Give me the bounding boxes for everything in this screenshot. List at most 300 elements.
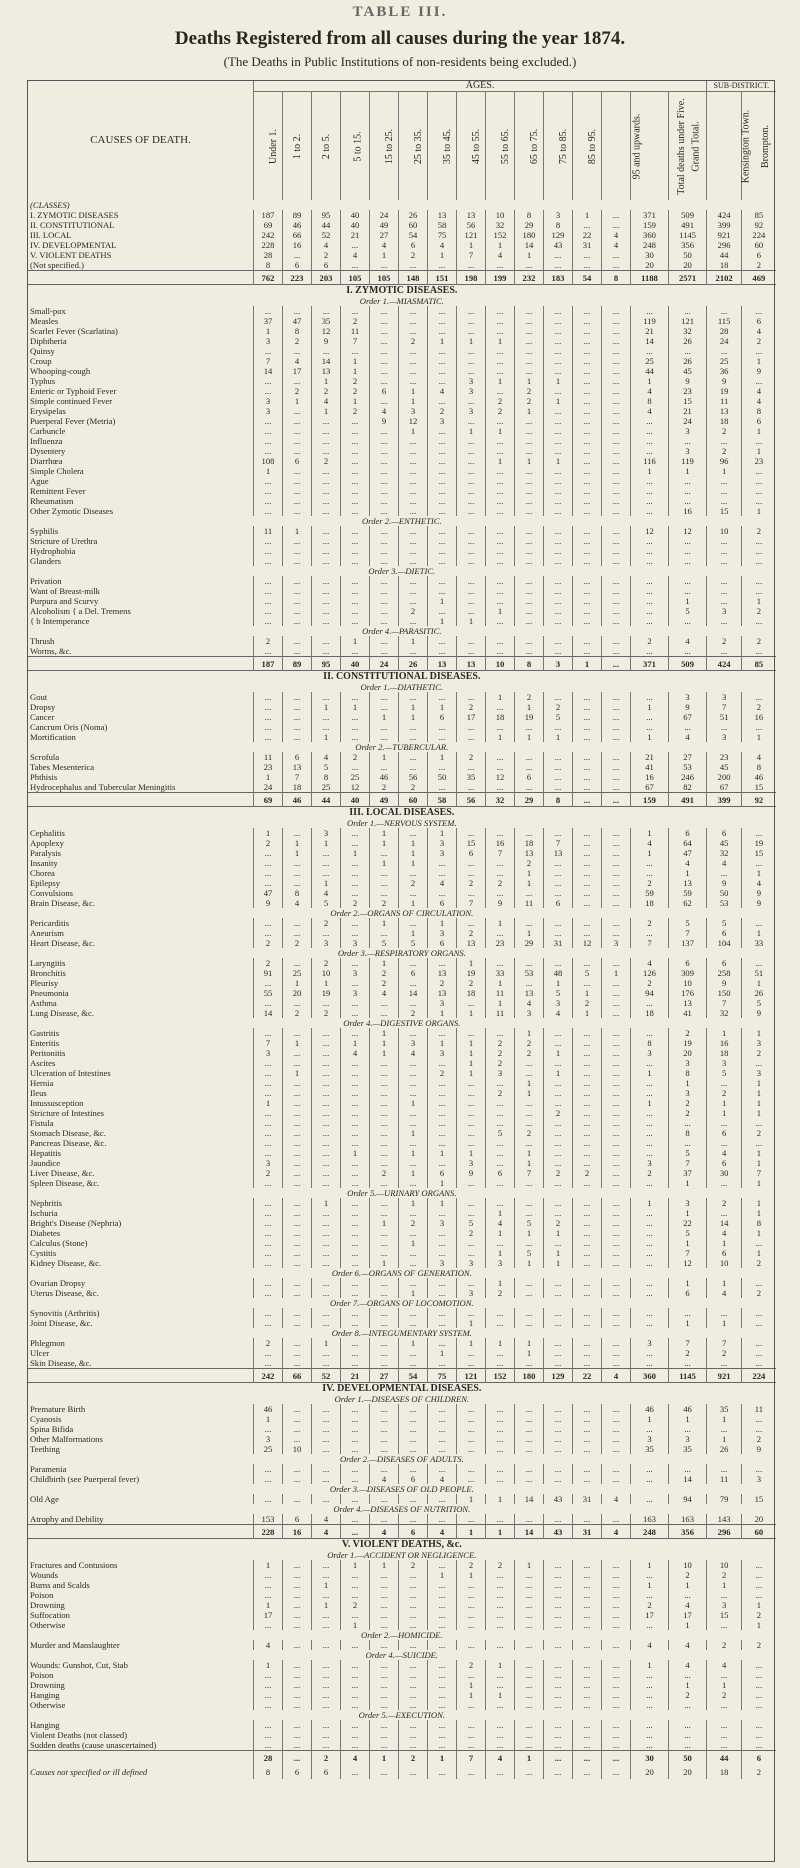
value-cell: ... (573, 1138, 602, 1148)
value-cell: 3 (254, 336, 283, 346)
column-header (312, 92, 341, 201)
value-cell: 6 (312, 1765, 341, 1779)
value-cell: ... (254, 1424, 283, 1434)
value-cell: 1 (707, 1680, 742, 1690)
value-cell: 33 (742, 938, 776, 948)
value-cell: 7 (457, 250, 486, 260)
value-cell: ... (283, 1158, 312, 1168)
value-cell: ... (254, 1620, 283, 1630)
value-cell: 26 (707, 1444, 742, 1454)
value-cell: 137 (669, 938, 707, 948)
value-cell: ... (283, 1348, 312, 1358)
value-cell: ... (254, 496, 283, 506)
value-cell: ... (544, 1730, 573, 1740)
value-cell: ... (602, 326, 631, 336)
value-cell: 2 (631, 1600, 669, 1610)
order-heading (28, 682, 776, 692)
value-cell: ... (486, 1118, 515, 1128)
value-cell: 11 (486, 988, 515, 998)
value-cell: ... (283, 506, 312, 516)
value-cell: ... (370, 1088, 399, 1098)
value-cell: 2 (254, 938, 283, 948)
value-cell: 8 (669, 1068, 707, 1078)
value-cell: ... (515, 1068, 544, 1078)
value-cell: 1 (486, 998, 515, 1008)
cause-cell: Croup (28, 356, 254, 366)
value-cell: 2 (283, 336, 312, 346)
value-cell: ... (312, 506, 341, 516)
value-cell: 13 (669, 998, 707, 1008)
cause-cell: Purpura and Scurvy (28, 596, 254, 606)
value-cell: 9 (486, 898, 515, 908)
value-cell: ... (254, 1178, 283, 1188)
value-cell: ... (370, 436, 399, 446)
value-cell: 6 (312, 260, 341, 271)
value-cell: ... (283, 1218, 312, 1228)
table-row (28, 848, 776, 858)
value-cell: ... (341, 868, 370, 878)
table-row (28, 336, 776, 346)
ages-header: AGES. (254, 80, 707, 92)
value-cell: 2 (707, 1570, 742, 1580)
value-cell: 2 (515, 396, 544, 406)
value-cell: ... (669, 1730, 707, 1740)
table-row (28, 396, 776, 406)
value-cell: 1 (742, 1158, 776, 1168)
value-cell: ... (707, 722, 742, 732)
heading-text: II. CONSTITUTIONAL DISEASES. (28, 671, 776, 683)
value-cell: ... (515, 1178, 544, 1188)
value-cell: 4 (370, 1525, 399, 1539)
value-cell: ... (631, 1148, 669, 1158)
value-cell: 4 (341, 1048, 370, 1058)
value-cell: ... (428, 692, 457, 702)
value-cell: ... (515, 596, 544, 606)
value-cell: ... (573, 1690, 602, 1700)
table-row (28, 888, 776, 898)
table-row (28, 858, 776, 868)
value-cell: ... (631, 556, 669, 566)
value-cell: 9 (457, 1168, 486, 1178)
value-cell: 1 (669, 1414, 707, 1424)
value-cell: ... (428, 1098, 457, 1108)
value-cell: 1 (486, 1660, 515, 1670)
section-heading (28, 671, 776, 683)
value-cell: ... (341, 1158, 370, 1168)
value-cell: ... (544, 556, 573, 566)
value-cell: ... (602, 1474, 631, 1484)
value-cell: ... (573, 376, 602, 386)
value-cell: ... (399, 1765, 428, 1779)
value-cell: 3 (341, 968, 370, 978)
value-cell: 28 (254, 250, 283, 260)
value-cell: ... (544, 306, 573, 316)
value-cell: 8 (742, 762, 776, 772)
value-cell: ... (312, 426, 341, 436)
value-cell: 1 (742, 506, 776, 516)
value-cell: 8 (283, 888, 312, 898)
value-cell: 2 (457, 1228, 486, 1238)
value-cell: ... (370, 1338, 399, 1348)
cause-cell: Bright's Disease (Nephria) (28, 1218, 254, 1228)
value-cell: 1 (544, 978, 573, 988)
value-cell: 1 (486, 978, 515, 988)
value-cell: ... (486, 1028, 515, 1038)
value-cell: ... (486, 1610, 515, 1620)
value-cell: 1 (341, 1148, 370, 1158)
value-cell: 4 (399, 1048, 428, 1058)
value-cell: ... (602, 576, 631, 586)
value-cell: 1 (457, 1525, 486, 1539)
value-cell: ... (341, 1474, 370, 1484)
order-heading (28, 908, 776, 918)
value-cell: ... (602, 1610, 631, 1620)
heading-text: Order 3.—DISEASES OF OLD PEOPLE. (28, 1484, 776, 1494)
value-cell: ... (486, 1348, 515, 1358)
value-cell: ... (631, 576, 669, 586)
value-cell: ... (457, 998, 486, 1008)
value-cell: ... (486, 1700, 515, 1710)
value-cell: ... (742, 1680, 776, 1690)
value-cell: ... (428, 476, 457, 486)
value-cell: ... (341, 1670, 370, 1680)
value-cell: ... (573, 346, 602, 356)
cause-cell: Convulsions (28, 888, 254, 898)
value-cell: ... (544, 1338, 573, 1348)
value-cell: ... (399, 868, 428, 878)
value-cell: 1145 (669, 1369, 707, 1383)
value-cell: 3 (254, 1158, 283, 1168)
value-cell: ... (399, 1158, 428, 1168)
value-cell: 509 (669, 210, 707, 220)
table-row (28, 1158, 776, 1168)
value-cell: ... (544, 1414, 573, 1424)
value-cell: ... (486, 326, 515, 336)
value-cell: 4 (312, 1514, 341, 1525)
value-cell: 7 (515, 1168, 544, 1178)
value-cell: 1 (742, 1208, 776, 1218)
value-cell: 6 (399, 1474, 428, 1484)
value-cell: 1 (370, 1218, 399, 1228)
table-row (28, 496, 776, 506)
value-cell: ... (312, 1464, 341, 1474)
value-cell: ... (742, 858, 776, 868)
value-cell: ... (283, 1464, 312, 1474)
order-heading (28, 516, 776, 526)
value-cell: 37 (669, 1168, 707, 1178)
value-cell: ... (742, 346, 776, 356)
value-cell: 2 (341, 406, 370, 416)
value-cell: 50 (707, 888, 742, 898)
value-cell: 248 (631, 1525, 669, 1539)
value-cell: ... (602, 958, 631, 968)
value-cell: ... (457, 1444, 486, 1454)
value-cell: 248 (631, 240, 669, 250)
value-cell: ... (602, 526, 631, 536)
value-cell: ... (544, 1348, 573, 1358)
value-cell: ... (602, 1088, 631, 1098)
table-row (28, 1610, 776, 1620)
value-cell: ... (486, 958, 515, 968)
value-cell: ... (707, 646, 742, 657)
value-cell: 12 (312, 326, 341, 336)
value-cell: 6 (399, 240, 428, 250)
value-cell: 95 (312, 210, 341, 220)
table-row (28, 722, 776, 732)
value-cell: 16 (631, 772, 669, 782)
value-cell: ... (399, 1700, 428, 1710)
value-cell: 5 (544, 712, 573, 722)
value-cell: ... (399, 1640, 428, 1650)
cause-cell: Want of Breast-milk (28, 586, 254, 596)
value-cell: ... (312, 1494, 341, 1504)
value-cell: ... (515, 636, 544, 646)
value-cell: 8 (669, 1128, 707, 1138)
order-heading (28, 1394, 776, 1404)
table-row (28, 636, 776, 646)
value-cell: ... (399, 1570, 428, 1580)
heading-text: Order 1.—MIASMATIC. (28, 296, 776, 306)
value-cell: ... (515, 1308, 544, 1318)
value-cell: 25 (254, 1444, 283, 1454)
value-cell: ... (428, 1108, 457, 1118)
value-cell: ... (457, 606, 486, 616)
value-cell: ... (742, 1338, 776, 1348)
value-cell: ... (457, 1670, 486, 1680)
value-cell: ... (428, 506, 457, 516)
value-cell: ... (602, 446, 631, 456)
value-cell: ... (312, 1248, 341, 1258)
value-cell: ... (457, 1610, 486, 1620)
value-cell: 1 (341, 366, 370, 376)
value-cell: ... (312, 1700, 341, 1710)
value-cell: ... (573, 260, 602, 271)
value-cell: ... (370, 998, 399, 1008)
value-cell: 1 (515, 456, 544, 466)
value-cell: 1 (254, 466, 283, 476)
value-cell: ... (457, 1600, 486, 1610)
value-cell: ... (486, 556, 515, 566)
value-cell: ... (573, 1308, 602, 1318)
value-cell: ... (254, 868, 283, 878)
value-cell: ... (544, 346, 573, 356)
cause-cell: Joint Disease, &c. (28, 1318, 254, 1328)
value-cell: 9 (669, 702, 707, 712)
table-row (28, 596, 776, 606)
section-heading (28, 1539, 776, 1551)
value-cell: 6 (669, 828, 707, 838)
value-cell: 296 (707, 240, 742, 250)
value-cell: ... (573, 1640, 602, 1650)
value-cell: 11 (254, 752, 283, 762)
value-cell: ... (341, 1168, 370, 1178)
cause-cell: Paramenia (28, 1464, 254, 1474)
value-cell: ... (544, 356, 573, 366)
value-cell: ... (370, 596, 399, 606)
value-cell: ... (707, 486, 742, 496)
table-row (28, 606, 776, 616)
value-cell: ... (312, 346, 341, 356)
value-cell: ... (312, 1158, 341, 1168)
value-cell: ... (312, 1148, 341, 1158)
value-cell: 16 (486, 838, 515, 848)
value-cell: ... (254, 848, 283, 858)
value-cell: 1 (428, 596, 457, 606)
value-cell: ... (602, 1098, 631, 1108)
cause-cell: Otherwise (28, 1700, 254, 1710)
value-cell: 3 (428, 416, 457, 426)
value-cell: ... (254, 1474, 283, 1484)
value-cell: 23 (669, 386, 707, 396)
value-cell: ... (370, 506, 399, 516)
cause-cell: Enteric or Typhoid Fever (28, 386, 254, 396)
value-cell: ... (399, 1670, 428, 1680)
cause-cell: Scarlet Fever (Scarlatina) (28, 326, 254, 336)
value-cell: 1 (312, 1580, 341, 1590)
cause-cell: Otherwise (28, 1620, 254, 1630)
value-cell: 2 (742, 1610, 776, 1620)
value-cell: ... (602, 1238, 631, 1248)
value-cell: 13 (669, 878, 707, 888)
value-cell: ... (312, 1570, 341, 1580)
value-cell: 20 (631, 1765, 669, 1779)
value-cell: ... (341, 1058, 370, 1068)
value-cell: ... (283, 1028, 312, 1038)
value-cell: ... (631, 346, 669, 356)
value-cell: ... (283, 1228, 312, 1238)
table-row (28, 646, 776, 657)
value-cell: ... (399, 526, 428, 536)
value-cell: ... (457, 1640, 486, 1650)
value-cell: 2 (742, 1128, 776, 1138)
value-cell: ... (742, 1058, 776, 1068)
value-cell: ... (573, 1228, 602, 1238)
value-cell: ... (254, 1730, 283, 1740)
value-cell: 3 (707, 1058, 742, 1068)
cause-cell: Peritonitis (28, 1048, 254, 1058)
value-cell: ... (341, 240, 370, 250)
value-cell: ... (742, 1720, 776, 1730)
value-cell: ... (573, 782, 602, 793)
value-cell: ... (515, 1740, 544, 1751)
value-cell: ... (486, 546, 515, 556)
value-cell: ... (602, 1514, 631, 1525)
value-cell: 5 (544, 988, 573, 998)
value-cell: 1 (742, 596, 776, 606)
value-cell: ... (742, 536, 776, 546)
value-cell: ... (254, 536, 283, 546)
value-cell: 11 (707, 396, 742, 406)
value-cell: 6 (707, 1248, 742, 1258)
value-cell: ... (573, 1148, 602, 1158)
value-cell: ... (428, 1730, 457, 1740)
value-cell: ... (341, 978, 370, 988)
value-cell: ... (254, 722, 283, 732)
value-cell: ... (515, 646, 544, 657)
value-cell: ... (399, 762, 428, 772)
value-cell: ... (428, 466, 457, 476)
value-cell: 3 (312, 938, 341, 948)
value-cell: ... (283, 596, 312, 606)
value-cell: 69 (254, 220, 283, 230)
value-cell: 44 (707, 1751, 742, 1765)
value-cell: ... (428, 1158, 457, 1168)
value-cell: 10 (312, 968, 341, 978)
value-cell: 12 (486, 772, 515, 782)
value-cell: 5 (669, 918, 707, 928)
value-cell: 8 (631, 1038, 669, 1048)
total-row (28, 793, 776, 807)
value-cell: 27 (370, 230, 399, 240)
value-cell: 10 (486, 210, 515, 220)
value-cell: 1 (486, 240, 515, 250)
value-cell: 21 (631, 752, 669, 762)
value-cell: 1 (370, 1048, 399, 1058)
value-cell: ... (602, 1765, 631, 1779)
value-cell: ... (399, 1494, 428, 1504)
value-cell: ... (486, 616, 515, 626)
value-cell: ... (283, 1720, 312, 1730)
value-cell: 2 (341, 386, 370, 396)
value-cell: ... (457, 1088, 486, 1098)
table-row (28, 1404, 776, 1414)
value-cell: ... (399, 346, 428, 356)
value-cell: ... (457, 1178, 486, 1188)
value-cell: ... (428, 446, 457, 456)
table-row (28, 536, 776, 546)
value-cell: ... (573, 692, 602, 702)
value-cell: ... (428, 316, 457, 326)
value-cell: ... (399, 586, 428, 596)
value-cell: ... (428, 1560, 457, 1570)
value-cell: 1 (515, 732, 544, 742)
value-cell: ... (669, 1700, 707, 1710)
value-cell: ... (312, 1118, 341, 1128)
cause-cell: Thrush (28, 636, 254, 646)
value-cell: ... (602, 858, 631, 868)
value-cell: ... (544, 858, 573, 868)
value-cell: 2 (515, 858, 544, 868)
value-cell: 33 (486, 968, 515, 978)
value-cell: 1 (399, 396, 428, 406)
value-cell: 8 (742, 406, 776, 416)
cause-cell: Rheumatism (28, 496, 254, 506)
value-cell: 6 (742, 416, 776, 426)
value-cell: ... (457, 1700, 486, 1710)
value-cell: ... (312, 1434, 341, 1444)
value-cell: ... (573, 732, 602, 742)
value-cell: 2 (312, 386, 341, 396)
value-cell: ... (707, 1208, 742, 1218)
value-cell: 6 (428, 898, 457, 908)
value-cell: 1 (283, 526, 312, 536)
value-cell: ... (457, 346, 486, 356)
value-cell: ... (669, 616, 707, 626)
value-cell: ... (544, 1751, 573, 1765)
column-header-label: Brompton. (760, 124, 772, 168)
value-cell: ... (602, 888, 631, 898)
value-cell: ... (341, 1118, 370, 1128)
value-cell: ... (283, 1700, 312, 1710)
value-cell: 2 (457, 752, 486, 762)
value-cell: 1 (428, 752, 457, 762)
value-cell: ... (544, 1590, 573, 1600)
value-cell: ... (742, 1358, 776, 1369)
value-cell: ... (399, 316, 428, 326)
value-cell: 2 (370, 968, 399, 978)
value-cell: 31 (573, 240, 602, 250)
value-cell: 1 (669, 1208, 707, 1218)
